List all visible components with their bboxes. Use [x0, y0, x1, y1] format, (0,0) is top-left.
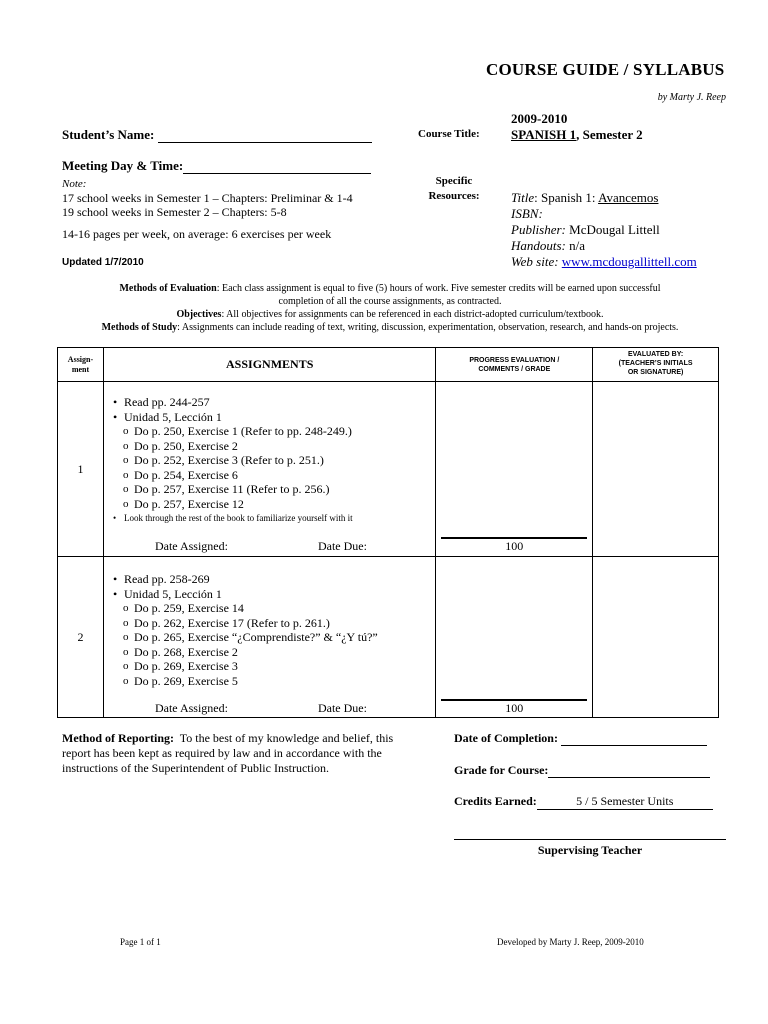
developed-by: Developed by Marty J. Reep, 2009-2010: [497, 937, 644, 947]
list-item: o Do p. 254, Exercise 6: [110, 468, 435, 483]
semester-1-note: 17 school weeks in Semester 1 – Chapters: Preliminar & 1-4: [62, 191, 353, 205]
methods-of-evaluation: Methods of Evaluation: Each class assignment is equal to five (5) hours of work. Five semester credits will be earned upon successful completion of all the course assignments, as contracted.: [119, 283, 661, 307]
semester-2-note: 19 school weeks in Semester 2 – Chapters: 5-8: [62, 205, 287, 219]
list-item: o Do p. 250, Exercise 2: [110, 439, 435, 454]
list-item: • Unidad 5, Lección 1: [110, 410, 435, 425]
score-value: 100: [505, 539, 524, 553]
header-assignments: ASSIGNMENTS: [103, 348, 435, 382]
document-title: COURSE GUIDE / SYLLABUS: [486, 60, 725, 79]
students-name-blank[interactable]: [158, 128, 372, 143]
list-item: o Do p. 259, Exercise 14: [110, 601, 435, 616]
table-row: [58, 382, 719, 557]
credits-field: [454, 794, 713, 810]
course-subject: SPANISH 1: [511, 127, 577, 142]
reporting-text: To the best of my knowledge and belief, this report has been kept as required by law and in accordance with the instructions of the Superintendent of Public Instruction.: [62, 731, 394, 775]
method-of-reporting: [62, 731, 402, 776]
meeting-field: [62, 158, 371, 174]
grade-field: [454, 763, 710, 778]
date-due-label: Date Due:: [317, 539, 367, 553]
score-value: 100: [505, 701, 524, 715]
list-item: • Read pp. 244-257: [110, 395, 435, 410]
assignment-number: 2: [58, 557, 104, 718]
supervising-teacher-label: Supervising Teacher: [537, 843, 643, 857]
list-item: • Look through the rest of the book to familiarize yourself with it: [110, 511, 435, 526]
date-of-completion-blank[interactable]: [561, 731, 707, 746]
resource-website: Web site: www.mcdougallittell.com: [511, 254, 697, 269]
date-of-completion-label: Date of Completion:: [454, 731, 558, 745]
resource-handouts: Handouts: n/a: [511, 238, 586, 253]
header-assignment-number: Assign- ment: [58, 348, 104, 382]
course-title: [511, 127, 643, 143]
reporting-label: Method of Reporting:: [62, 731, 174, 745]
progress-evaluation-cell[interactable]: [436, 557, 593, 718]
list-item: o Do p. 269, Exercise 5: [110, 674, 435, 689]
methods-of-study: Methods of Study: Assignments can include reading of text, writing, discussion, experimentation, observation, research, and hands-on projects.: [101, 322, 679, 333]
meeting-label: Meeting Day & Time:: [62, 158, 184, 173]
list-item: o Do p. 257, Exercise 12: [110, 497, 435, 512]
students-name-label: Student’s Name:: [62, 127, 155, 142]
list-item: o Do p. 257, Exercise 11 (Refer to p. 256.): [110, 482, 435, 497]
grade-label: Grade for Course:: [454, 763, 549, 777]
list-item: • Read pp. 258-269: [110, 572, 435, 587]
teacher-signature-line[interactable]: [454, 839, 726, 840]
evaluated-by-cell[interactable]: [593, 557, 719, 718]
course-semester: , Semester 2: [576, 127, 643, 142]
table-header-row: [58, 348, 719, 382]
note-label: Note:: [62, 178, 87, 190]
list-item: o Do p. 268, Exercise 2: [110, 645, 435, 660]
school-year: 2009-2010: [511, 111, 568, 126]
assignment-details: [103, 557, 435, 718]
list-item: o Do p. 269, Exercise 3: [110, 659, 435, 674]
resource-publisher: Publisher: McDougal Littell: [511, 222, 660, 237]
list-item: o Do p. 262, Exercise 17 (Refer to p. 261.): [110, 616, 435, 631]
assignments-table: [57, 347, 719, 718]
date-assigned-label: Date Assigned:: [154, 539, 228, 553]
updated-date: Updated 1/7/2010: [62, 257, 144, 268]
assignment-list: [104, 382, 435, 526]
credits-value: 5 / 5 Semester Units: [537, 794, 713, 810]
resource-title: Title: Spanish 1: Avancemos: [511, 190, 659, 205]
course-title-label: Course Title:: [418, 128, 480, 140]
list-item: • Unidad 5, Lección 1: [110, 587, 435, 602]
credits-label: Credits Earned:: [454, 794, 537, 808]
list-item: o Do p. 252, Exercise 3 (Refer to p. 251.): [110, 453, 435, 468]
students-name-field: [62, 127, 372, 143]
list-item: o Do p. 265, Exercise “¿Comprendiste?” & “¿Y tú?”: [110, 630, 435, 645]
assignment-number: 1: [58, 382, 104, 557]
assignment-list: [104, 557, 435, 688]
objectives: Objectives: All objectives for assignments can be referenced in each district-adopted curriculum/textbook.: [176, 309, 604, 320]
website-link[interactable]: www.mcdougallittell.com: [561, 254, 697, 269]
semester-notes: [62, 177, 353, 241]
progress-evaluation-cell[interactable]: [436, 382, 593, 557]
assignment-details: [103, 382, 435, 557]
page-number: Page 1 of 1: [120, 937, 161, 947]
header-evaluated-by: EVALUATED BY: (TEACHER’S INITIALS OR SIGNATURE): [593, 348, 719, 382]
header-progress-evaluation: PROGRESS EVALUATION / COMMENTS / GRADE: [436, 348, 593, 382]
resources-list: [511, 190, 697, 270]
evaluated-by-cell[interactable]: [593, 382, 719, 557]
date-assigned-label: Date Assigned:: [154, 701, 228, 715]
meeting-blank[interactable]: [183, 159, 371, 174]
date-of-completion-field: [454, 731, 707, 746]
resources-label-line-2: Resources:: [428, 190, 480, 202]
list-item: o Do p. 250, Exercise 1 (Refer to pp. 248-249.): [110, 424, 435, 439]
table-row: [58, 557, 719, 718]
grade-blank[interactable]: [548, 763, 710, 778]
date-due-label: Date Due:: [317, 701, 367, 715]
resources-label-line-1: Specific: [435, 175, 473, 187]
resource-isbn: ISBN:: [511, 206, 543, 221]
specific-resources-label: [424, 174, 484, 204]
author-byline: by Marty J. Reep: [657, 92, 726, 103]
pages-per-week-note: 14-16 pages per week, on average: 6 exercises per week: [62, 227, 332, 241]
